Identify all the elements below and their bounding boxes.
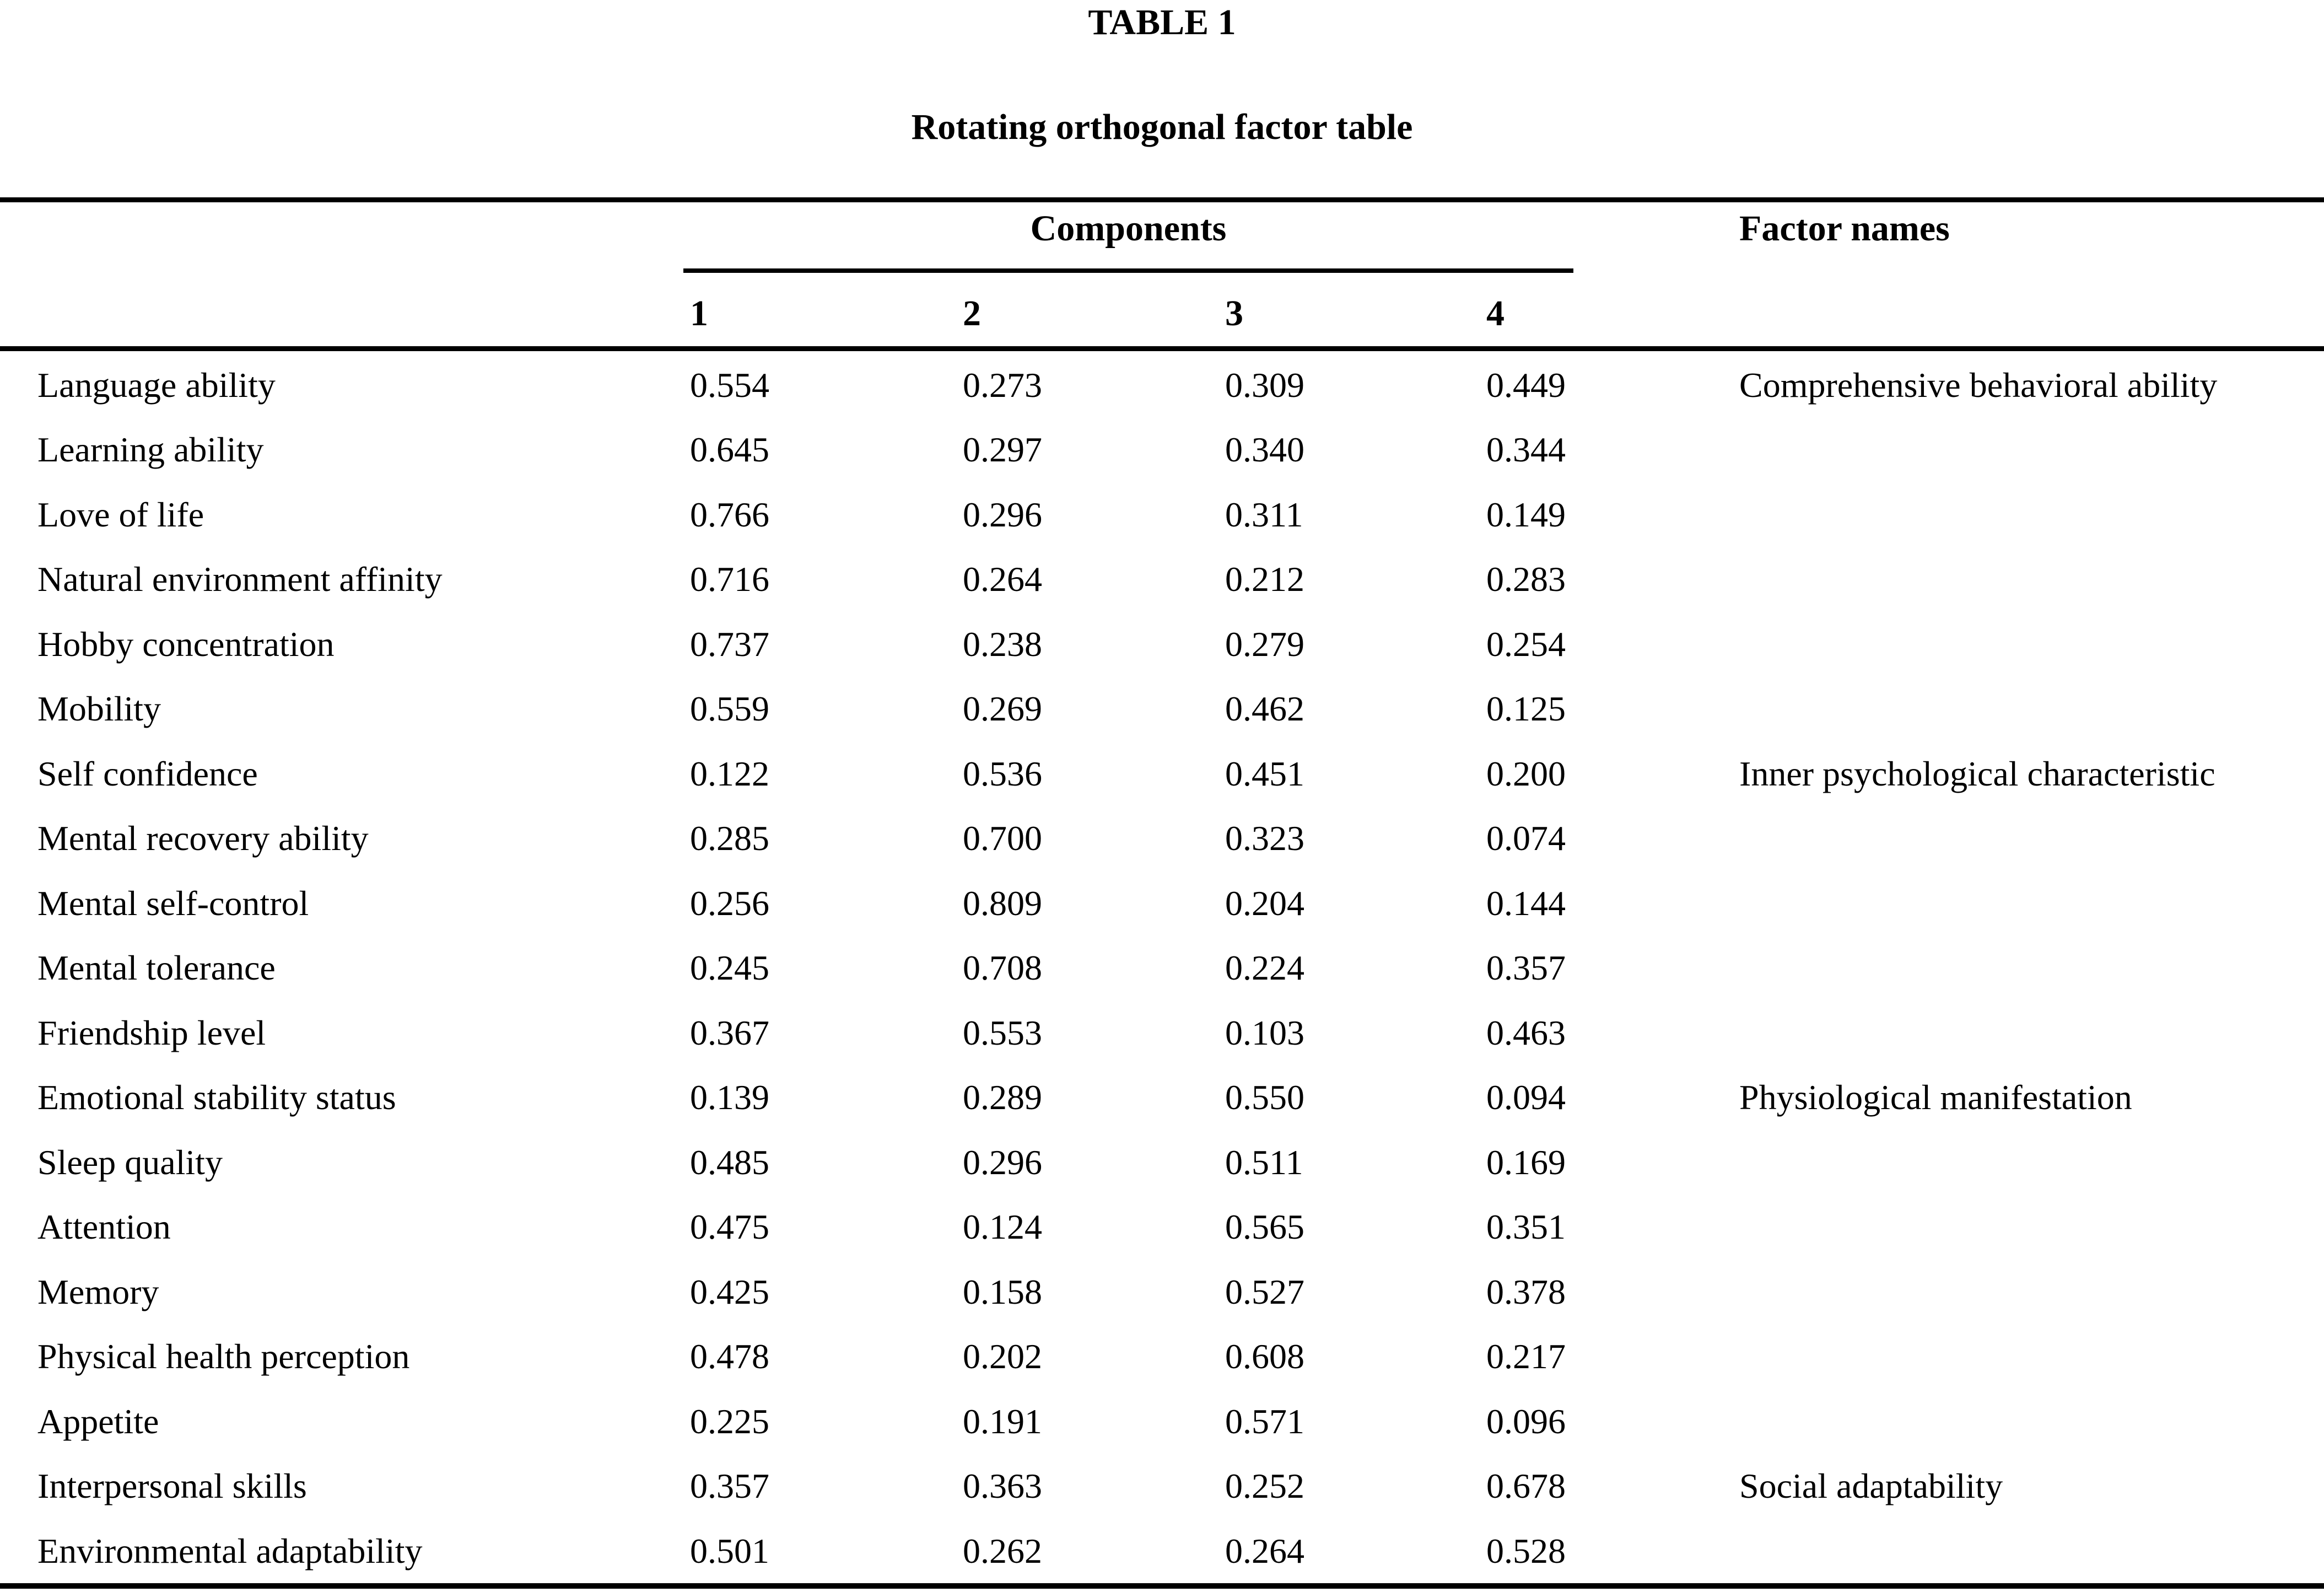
row-label: Emotional stability status [37, 1078, 396, 1117]
factor-names-header: Factor names [1739, 208, 1950, 249]
component-3-value: 0.511 [1225, 1142, 1303, 1182]
table-label: TABLE 1 [1088, 2, 1236, 42]
component-2-value: 0.273 [963, 365, 1042, 405]
component-1-value: 0.645 [690, 430, 769, 470]
component-2-value: 0.191 [963, 1401, 1042, 1441]
component-2-value: 0.238 [963, 624, 1042, 664]
component-4-value: 0.344 [1486, 430, 1566, 470]
table-row [0, 418, 2324, 483]
component-2-value: 0.202 [963, 1337, 1042, 1376]
components-header: Components [1030, 208, 1227, 249]
table-row [0, 1066, 2324, 1131]
table-row [0, 547, 2324, 612]
component-4-value: 0.678 [1486, 1466, 1566, 1506]
component-4-value: 0.144 [1486, 883, 1566, 923]
component-1-value: 0.367 [690, 1013, 769, 1052]
component-4-value: 0.283 [1486, 560, 1566, 599]
component-3-value: 0.103 [1225, 1013, 1304, 1052]
table-row [0, 612, 2324, 677]
factor-name: Physiological manifestation [1739, 1078, 2132, 1117]
component-3-value: 0.279 [1225, 624, 1304, 664]
component-4-value: 0.378 [1486, 1272, 1566, 1311]
component-2-value: 0.700 [963, 819, 1042, 858]
component-3-value: 0.565 [1225, 1207, 1304, 1247]
table-row [0, 1325, 2324, 1390]
table-row [0, 1130, 2324, 1195]
row-label: Natural environment affinity [37, 560, 443, 599]
component-4-value: 0.351 [1486, 1207, 1566, 1247]
row-label: Hobby concentration [37, 624, 335, 664]
component-1-value: 0.554 [690, 365, 769, 405]
component-1-value: 0.225 [690, 1401, 769, 1441]
component-1-value: 0.737 [690, 624, 769, 664]
component-4-value: 0.200 [1486, 754, 1566, 793]
table-row [0, 936, 2324, 1001]
component-3-value: 0.204 [1225, 883, 1304, 923]
component-column-1-header: 1 [690, 293, 708, 334]
component-1-value: 0.485 [690, 1142, 769, 1182]
row-label: Self confidence [37, 754, 258, 793]
component-2-value: 0.809 [963, 883, 1042, 923]
table-row [0, 1389, 2324, 1454]
table-row [0, 353, 2324, 418]
table-row [0, 741, 2324, 806]
component-3-value: 0.451 [1225, 754, 1304, 793]
table-row [0, 482, 2324, 547]
component-1-value: 0.357 [690, 1466, 769, 1506]
component-3-value: 0.309 [1225, 365, 1304, 405]
row-label: Love of life [37, 494, 204, 534]
table-row [0, 1454, 2324, 1519]
component-2-value: 0.124 [963, 1207, 1042, 1247]
component-4-value: 0.096 [1486, 1401, 1566, 1441]
component-2-value: 0.553 [963, 1013, 1042, 1052]
component-2-value: 0.536 [963, 754, 1042, 793]
component-column-4-header: 4 [1486, 293, 1505, 334]
component-3-value: 0.571 [1225, 1401, 1304, 1441]
component-1-value: 0.478 [690, 1337, 769, 1376]
component-column-2-header: 2 [963, 293, 981, 334]
component-3-value: 0.340 [1225, 430, 1304, 470]
component-3-value: 0.224 [1225, 948, 1304, 988]
table-row [0, 1195, 2324, 1260]
component-4-value: 0.125 [1486, 689, 1566, 729]
component-2-value: 0.158 [963, 1272, 1042, 1311]
component-1-value: 0.475 [690, 1207, 769, 1247]
component-4-value: 0.217 [1486, 1337, 1566, 1376]
table-row [0, 1260, 2324, 1325]
component-2-value: 0.264 [963, 560, 1042, 599]
component-4-value: 0.449 [1486, 365, 1566, 405]
component-3-value: 0.462 [1225, 689, 1304, 729]
row-label: Learning ability [37, 430, 264, 470]
table-row [0, 677, 2324, 742]
row-label: Mobility [37, 689, 161, 729]
component-2-value: 0.269 [963, 689, 1042, 729]
component-3-value: 0.608 [1225, 1337, 1304, 1376]
table-row [0, 1001, 2324, 1066]
component-1-value: 0.285 [690, 819, 769, 858]
component-1-value: 0.716 [690, 560, 769, 599]
row-label: Environmental adaptability [37, 1531, 423, 1571]
factor-name: Inner psychological characteristic [1739, 754, 2215, 793]
component-4-value: 0.357 [1486, 948, 1566, 988]
component-4-value: 0.149 [1486, 494, 1566, 534]
factor-name: Comprehensive behavioral ability [1739, 365, 2218, 405]
component-3-value: 0.550 [1225, 1078, 1304, 1117]
row-label: Interpersonal skills [37, 1466, 307, 1506]
factor-name: Social adaptability [1739, 1466, 2003, 1506]
row-label: Attention [37, 1207, 171, 1247]
row-label: Language ability [37, 365, 276, 405]
row-label: Physical health perception [37, 1337, 410, 1376]
component-1-value: 0.766 [690, 494, 769, 534]
component-3-value: 0.323 [1225, 819, 1304, 858]
component-2-value: 0.262 [963, 1531, 1042, 1571]
component-1-value: 0.425 [690, 1272, 769, 1311]
component-1-value: 0.122 [690, 754, 769, 793]
bottom-rule [0, 1583, 2324, 1589]
component-4-value: 0.094 [1486, 1078, 1566, 1117]
component-1-value: 0.559 [690, 689, 769, 729]
component-4-value: 0.074 [1486, 819, 1566, 858]
table-body [0, 353, 2324, 1584]
table-title: Rotating orthogonal factor table [911, 107, 1413, 147]
row-label: Memory [37, 1272, 159, 1311]
row-label: Appetite [37, 1401, 159, 1441]
component-4-value: 0.463 [1486, 1013, 1566, 1052]
table-row [0, 806, 2324, 872]
component-1-value: 0.139 [690, 1078, 769, 1117]
table-row [0, 871, 2324, 936]
component-2-value: 0.363 [963, 1466, 1042, 1506]
component-2-value: 0.296 [963, 494, 1042, 534]
component-1-value: 0.256 [690, 883, 769, 923]
component-3-value: 0.527 [1225, 1272, 1304, 1311]
component-1-value: 0.501 [690, 1531, 769, 1571]
row-label: Mental tolerance [37, 948, 276, 988]
component-3-value: 0.264 [1225, 1531, 1304, 1571]
component-1-value: 0.245 [690, 948, 769, 988]
component-3-value: 0.252 [1225, 1466, 1304, 1506]
component-4-value: 0.528 [1486, 1531, 1566, 1571]
row-label: Friendship level [37, 1013, 266, 1052]
table-row [0, 1519, 2324, 1584]
header-separator-rule [0, 346, 2324, 351]
component-column-3-header: 3 [1225, 293, 1243, 334]
top-rule [0, 197, 2324, 202]
component-2-value: 0.708 [963, 948, 1042, 988]
component-3-value: 0.311 [1225, 494, 1303, 534]
component-2-value: 0.297 [963, 430, 1042, 470]
component-2-value: 0.289 [963, 1078, 1042, 1117]
component-4-value: 0.254 [1486, 624, 1566, 664]
components-underline-rule [683, 268, 1573, 273]
component-4-value: 0.169 [1486, 1142, 1566, 1182]
row-label: Mental recovery ability [37, 819, 369, 858]
row-label: Mental self-control [37, 883, 309, 923]
component-3-value: 0.212 [1225, 560, 1304, 599]
component-2-value: 0.296 [963, 1142, 1042, 1182]
row-label: Sleep quality [37, 1142, 223, 1182]
